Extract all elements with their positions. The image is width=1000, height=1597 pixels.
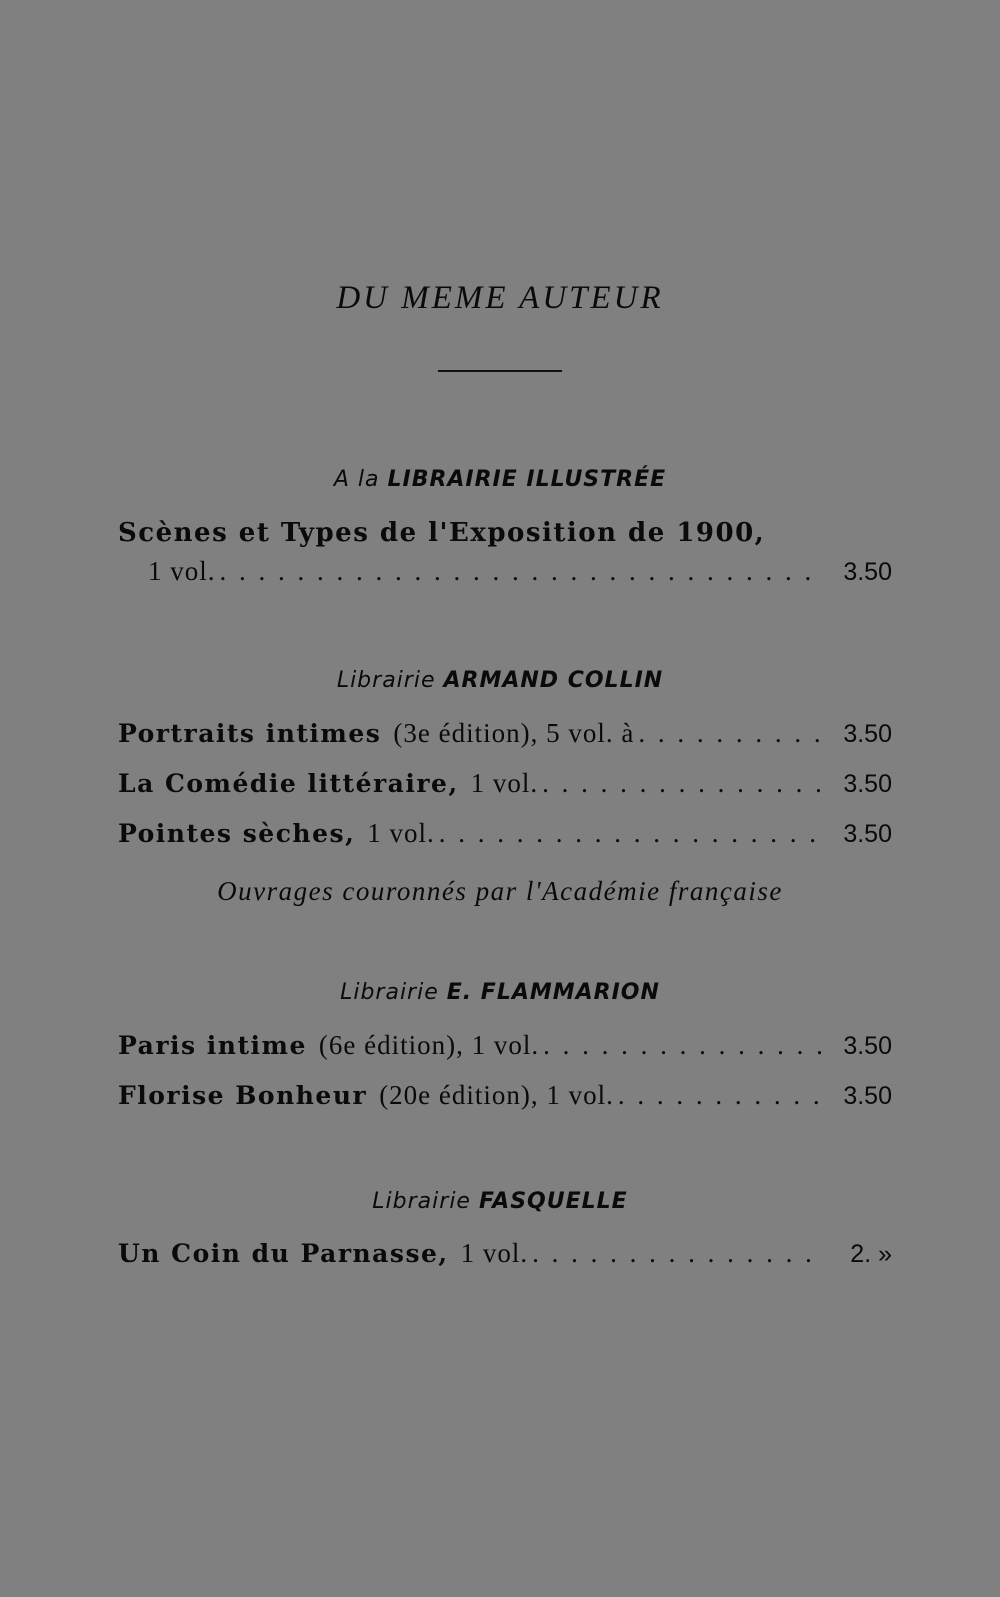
book-details: 1 vol. [148, 556, 216, 586]
book-entry-pointes-seches [118, 818, 892, 858]
book-title: Un Coin du Parnasse, [118, 1239, 449, 1268]
dot-leader [439, 818, 822, 849]
book-details: 1 vol. [470, 768, 539, 798]
publisher-heading-fasquelle [0, 1189, 1000, 1214]
publisher-name: E. FLAMMARION [446, 980, 660, 1005]
page-title: DU MEME AUTEUR [336, 280, 664, 316]
book-title: Paris intime [118, 1031, 307, 1060]
book-entry-portraits-intimes [118, 718, 892, 758]
dot-leader [638, 718, 822, 749]
book-price: 3.50 [843, 770, 892, 798]
book-details: 1 vol. [367, 818, 435, 848]
book-entry-florise-bonheur [118, 1080, 892, 1120]
book-title: La Comédie littéraire, [118, 769, 459, 798]
book-entry-coin-du-parnasse [118, 1238, 892, 1278]
book-price: 3.50 [843, 720, 892, 748]
book-details: (6e édition), 1 vol. [318, 1030, 540, 1060]
book-entry-scenes-et-types-details [148, 556, 892, 596]
heading-rule [438, 370, 562, 372]
book-title: Pointes sèches, [118, 819, 356, 848]
book-price: 3.50 [843, 1082, 892, 1110]
book-price: 3.50 [843, 558, 892, 586]
academie-note: Ouvrages couronnés par l'Académie française [217, 876, 783, 906]
publisher-heading-armand-collin [0, 668, 1000, 693]
publisher-prefix: Librairie [372, 1189, 471, 1214]
book-entry-comedie-litteraire [118, 768, 892, 808]
book-entry-scenes-et-types [118, 518, 892, 558]
book-title: Florise Bonheur [118, 1081, 368, 1110]
publisher-prefix: Librairie [340, 980, 439, 1005]
dot-leader [532, 1238, 822, 1269]
book-details: (20e édition), 1 vol. [379, 1080, 614, 1110]
book-price: 3.50 [843, 820, 892, 848]
book-title: Portraits intimes [118, 719, 382, 748]
publisher-prefix: A la [333, 467, 380, 492]
publisher-heading-flammarion [0, 980, 1000, 1005]
book-entry-paris-intime [118, 1030, 892, 1070]
book-title: Scènes et Types de l'Exposition de 1900, [118, 518, 766, 548]
dot-leader [618, 1080, 822, 1111]
dot-leader [543, 1030, 822, 1061]
book-details: 1 vol. [460, 1238, 529, 1268]
publisher-name: LIBRAIRIE ILLUSTRÉE [387, 467, 667, 492]
book-price: 3.50 [843, 1032, 892, 1060]
book-details: (3e édition), 5 vol. à [393, 718, 635, 748]
publisher-name: ARMAND COLLIN [443, 668, 664, 693]
book-price: 2. » [850, 1240, 892, 1268]
dot-leader [220, 556, 822, 587]
publisher-prefix: Librairie [336, 668, 436, 693]
dot-leader [542, 768, 822, 799]
publisher-heading-illustree [0, 467, 1000, 492]
publisher-name: FASQUELLE [478, 1189, 628, 1214]
